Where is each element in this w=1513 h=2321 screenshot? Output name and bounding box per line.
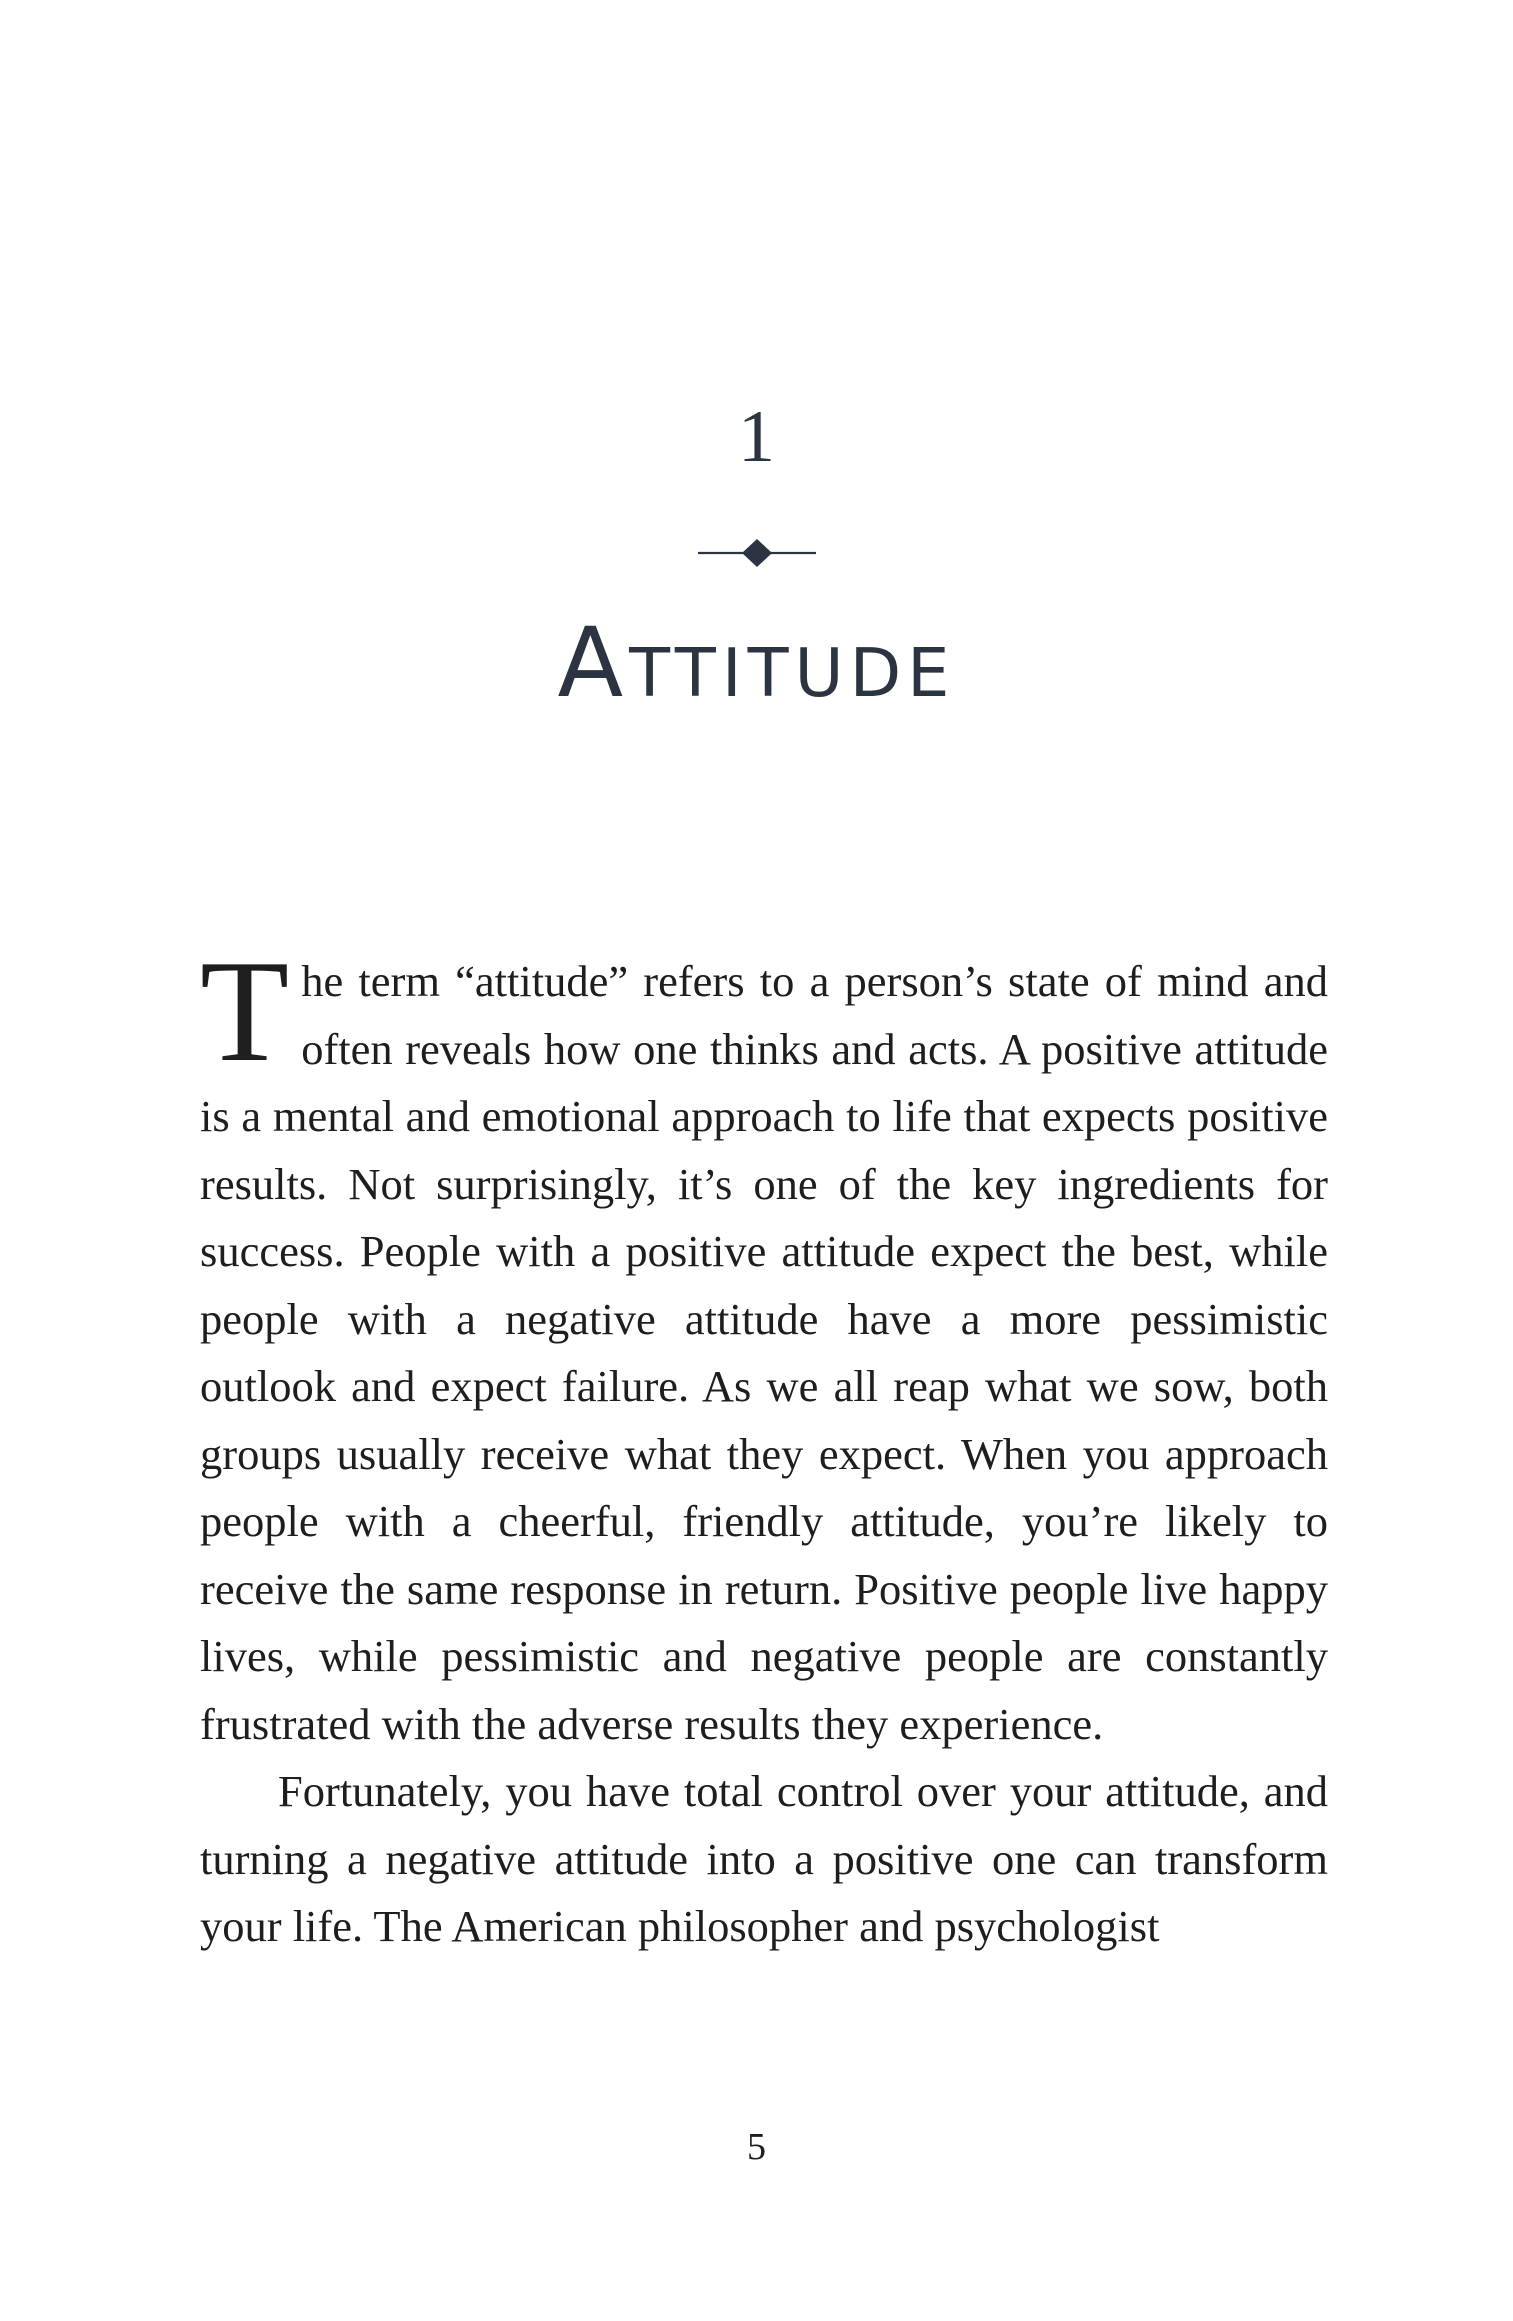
page-number: 5 <box>747 2126 766 2168</box>
body-text <box>200 930 1328 1961</box>
drop-cap: T <box>200 930 290 1092</box>
diamond-rule-ornament-icon <box>696 533 818 573</box>
paragraph-1-text: he term “attitude” refers to a person’s state of mind and often reveals how one thinks and acts. A positive attitude is a mental and emotional approach to life that expects positive results. Not surprisingly, it’s one of the key ingredients for success. People with a positive attitude expect the best, while people with a negative attitude have a more pessimistic outlook and expect failure. As we all reap what we sow, both groups usually receive what they expect. When you approach people with a cheerful, friendly attitude, you’re likely to receive the same response in return. Positive people live happy lives, while pessimistic and negative people are constantly frustrated with the adverse results they experience. <box>200 956 1328 1749</box>
chapter-title: Attitude <box>557 607 956 719</box>
chapter-number: 1 <box>738 396 775 478</box>
paragraph-2: Fortunately, you have total control over your attitude, and turning a negative attitude into a positive one can transform your life. The American philosopher and psychologist <box>200 1766 1328 1951</box>
paragraph-1 <box>200 930 1328 1758</box>
